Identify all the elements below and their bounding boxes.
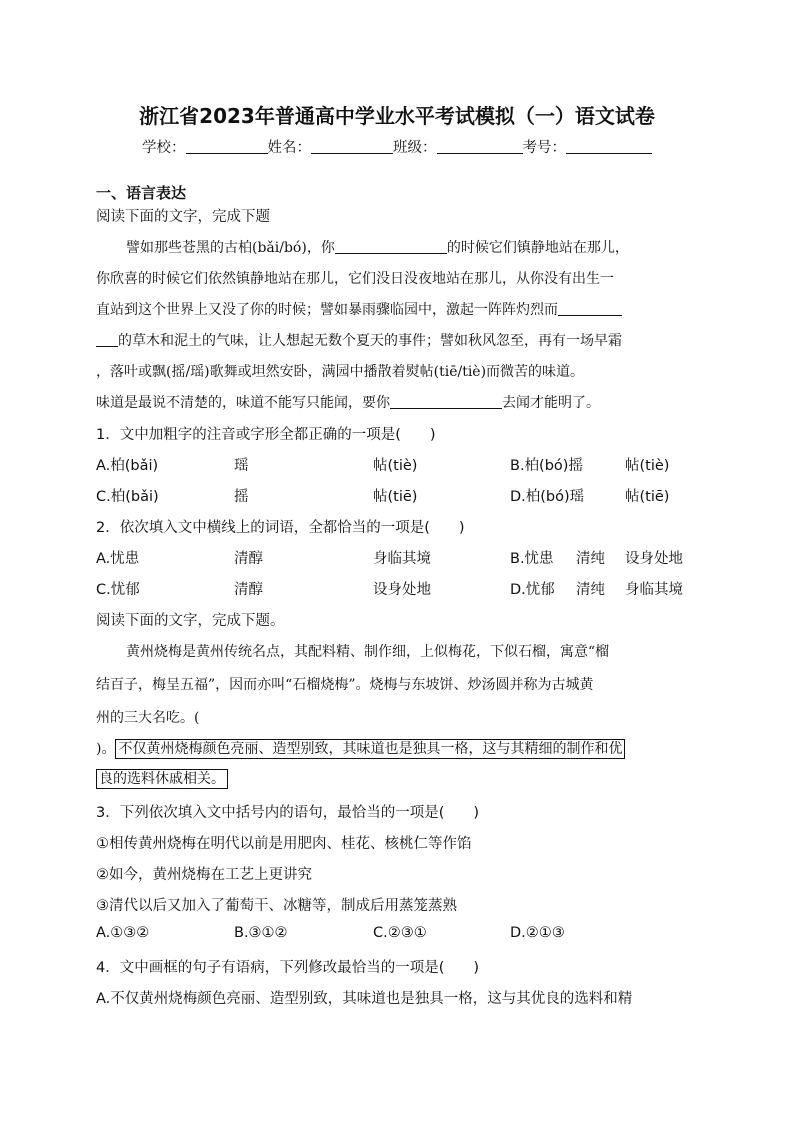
q1-option-b-2: 帖(tiè) [625,458,670,474]
q1-option-d-1[interactable]: D.柏(bó)瑶 [510,489,585,505]
q3-item-1: ①相传黄州烧梅在明代以前是用肥肉、桂花、核桃仁等作馅 [96,836,472,852]
passage1-blank-3 [390,394,502,409]
passage1-line-3 [96,299,622,319]
section-heading: 一、语言表达 [96,184,187,202]
q3-option-d[interactable]: D.②①③ [510,925,565,941]
passage2-line-2: 结百子，梅呈五福”，因而亦叫“石榴烧梅”。烧梅与东坡饼、炒汤圆并称为古城黄 [96,677,594,693]
q1-option-b-1[interactable]: B.柏(bó)摇 [510,458,583,474]
q1-option-c-1[interactable]: C.柏(bǎi) [96,489,159,505]
passage1-blank-2 [558,301,622,316]
passage1-text-c: 直站到这个世界上又没了你的时候；譬如暴雨骤临园中，激起一阵阵灼烈而 [96,302,558,318]
q3-option-b[interactable]: B.③①② [234,925,288,941]
school-blank[interactable] [186,138,268,154]
q2-option-a-1[interactable]: A.忧患 [96,551,140,567]
number-label: 考号： [522,140,566,156]
q3-stem: 3．下列依次填入文中括号内的语句，最恰当的一项是( ) [96,805,480,821]
q1-option-c-2: 摇 [234,489,249,505]
class-label: 班级： [393,140,437,156]
q2-option-d-3: 身临其境 [625,582,683,598]
q2-option-a-2: 清醇 [234,551,263,567]
passage1-line-2: 你欣喜的时候它们依然镇静地站在那儿，它们没日没夜地站在那儿，从你没有出生一 [96,271,614,287]
school-label: 学校： [142,140,186,156]
passage1-blank-2-cont [96,332,118,347]
q3-option-a[interactable]: A.①③② [96,925,150,941]
passage2-line-4 [96,738,625,758]
q2-option-c-2: 清醇 [234,582,263,598]
q1-option-d-2: 帖(tiē) [625,489,670,505]
q1-option-c-3: 帖(tiē) [373,489,418,505]
passage1-text-d: 的草木和泥土的气味，让人想起无数个夏天的事件；譬如秋风忽至，再有一场早霜 [118,333,622,349]
q2-option-c-3: 设身处地 [373,582,431,598]
passage1-text-a: 譬如那些苍黑的古柏(bǎi/bó)，你 [126,240,335,256]
boxed-sentence-part-2: 良的选料休戚相关。 [96,769,228,789]
q4-option-a[interactable]: A.不仅黄州烧梅颜色亮丽、造型别致，其味道也是独具一格，这与其优良的选料和精 [96,991,633,1007]
page-title: 浙江省2023年普通高中学业水平考试模拟（一）语文试卷 [139,104,655,128]
passage1-line-1 [126,237,629,257]
passage1-blank-1 [335,239,447,254]
number-blank[interactable] [566,138,652,154]
q2-option-d-2: 清纯 [576,582,605,598]
q2-option-b-3: 设身处地 [625,551,683,567]
q2-option-c-1[interactable]: C.忧郁 [96,582,140,598]
name-blank[interactable] [311,138,393,154]
name-label: 姓名： [267,140,311,156]
q3-option-c[interactable]: C.②③① [373,925,427,941]
student-info-line [0,136,794,157]
q2-option-a-3: 身临其境 [373,551,431,567]
passage2-line-5 [96,768,228,788]
q2-option-d-1[interactable]: D.忧郁 [510,582,555,598]
passage2-bracket-close: )。 [96,741,116,757]
q1-option-a-2: 瑶 [234,458,249,474]
class-blank[interactable] [437,138,523,154]
q2-option-b-1[interactable]: B.忧患 [510,551,554,567]
q1-option-a-1[interactable]: A.柏(bǎi) [96,458,159,474]
passage2-line-3: 州的三大名吃。( [96,710,200,726]
q3-item-2: ②如今，黄州烧梅在工艺上更讲究 [96,867,312,883]
passage1-line-5: ，落叶或飘(摇/瑶)歌舞或坦然安卧，满园中播散着熨帖(tiē/tiè)而微苦的味道。 [96,364,585,380]
passage2-line-1: 黄州烧梅是黄州传统名点，其配料精、制作细，上似梅花，下似石榴，寓意“榴 [126,644,610,660]
passage1-text-e: 味道是最说不清楚的，味道不能写只能闻，要你 [96,395,390,411]
passage1-text-f: 去闻才能明了。 [502,395,600,411]
boxed-sentence-part-1: 不仅黄州烧梅颜色亮丽、造型别致，其味道也是独具一格，这与其精细的制作和优 [115,739,625,759]
passage1-text-b: 的时候它们镇静地站在那儿， [446,240,629,256]
passage1-line-6 [96,392,600,412]
q1-stem: 1．文中加粗字的注音或字形全都正确的一项是( ) [96,427,436,443]
q2-option-b-2: 清纯 [576,551,605,567]
q3-item-3: ③清代以后又加入了葡萄干、冰糖等，制成后用蒸笼蒸熟 [96,898,457,914]
q2-stem: 2．依次填入文中横线上的词语，全都恰当的一项是( ) [96,520,465,536]
instruction-2: 阅读下面的文字，完成下题。 [96,613,285,629]
q4-stem: 4．文中画框的句子有语病，下列修改最恰当的一项是( ) [96,960,480,976]
instruction-1: 阅读下面的文字，完成下题 [96,209,270,225]
passage1-line-4 [96,330,622,350]
q1-option-a-3: 帖(tiè) [373,458,418,474]
